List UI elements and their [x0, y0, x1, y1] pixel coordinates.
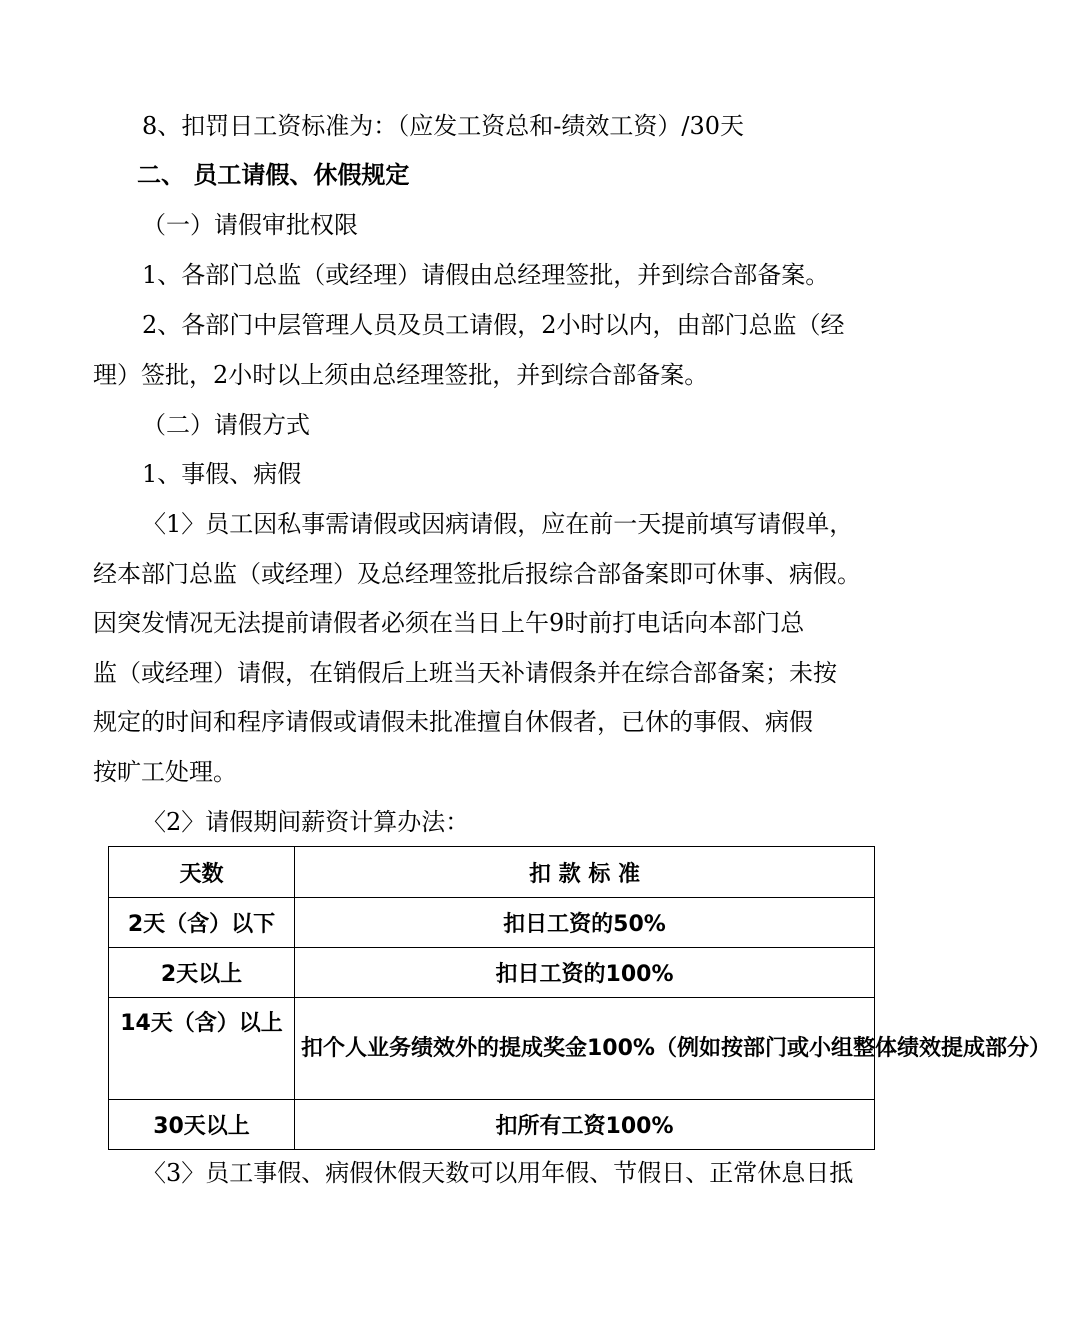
table-cell: 2天以上 [109, 948, 295, 998]
table-row [109, 898, 875, 948]
table-header-cell: 扣 款 标 准 [295, 847, 875, 898]
table-cell: 扣个人业务绩效外的提成奖金100%（例如按部门或小组整体绩效提成部分） [295, 998, 875, 1100]
paragraph-line: 1、事假、病假 [142, 460, 302, 488]
subsection-heading: （一）请假审批权限 [142, 211, 358, 239]
paragraph-line: 2、各部门中层管理人员及员工请假，2小时以内，由部门总监（经 [142, 311, 845, 339]
paragraph-line: 按旷工处理。 [93, 758, 237, 786]
paragraph-line: 〈3〉员工事假、病假休假天数可以用年假、节假日、正常休息日抵 [142, 1159, 854, 1187]
table-cell: 扣日工资的100% [295, 948, 875, 998]
paragraph-line: 监（或经理）请假，在销假后上班当天补请假条并在综合部备案；未按 [93, 659, 837, 687]
table-cell: 14天（含）以上 [109, 998, 295, 1100]
table-header-cell: 天数 [109, 847, 295, 898]
paragraph-line: 〈2〉请假期间薪资计算办法： [142, 808, 470, 836]
paragraph-line: 理）签批，2小时以上须由总经理签批，并到综合部备案。 [93, 361, 709, 389]
section-heading: 二、 员工请假、休假规定 [137, 160, 410, 189]
table-row [109, 948, 875, 998]
table-header-row [109, 847, 875, 898]
paragraph-line: 1、各部门总监（或经理）请假由总经理签批，并到综合部备案。 [142, 261, 830, 289]
deduction-table [108, 846, 1051, 1150]
paragraph-line: 8、扣罚日工资标准为：（应发工资总和-绩效工资）/30天 [142, 112, 745, 140]
paragraph-line: 规定的时间和程序请假或请假未批准擅自休假者，已休的事假、病假 [93, 708, 813, 736]
table-cell: 30天以上 [109, 1100, 295, 1150]
table-cell: 扣日工资的50% [295, 898, 875, 948]
paragraph-line: 经本部门总监（或经理）及总经理签批后报综合部备案即可休事、病假。 [93, 560, 861, 588]
table-cell: 2天（含）以下 [109, 898, 295, 948]
paragraph-line: 〈1〉员工因私事需请假或因病请假，应在前一天提前填写请假单， [142, 510, 854, 538]
subsection-heading: （二）请假方式 [142, 411, 310, 439]
paragraph-line: 因突发情况无法提前请假者必须在当日上午9时前打电话向本部门总 [93, 609, 805, 637]
table-row [109, 998, 875, 1100]
table-cell: 扣所有工资100% [295, 1100, 875, 1150]
table-row [109, 1100, 875, 1150]
